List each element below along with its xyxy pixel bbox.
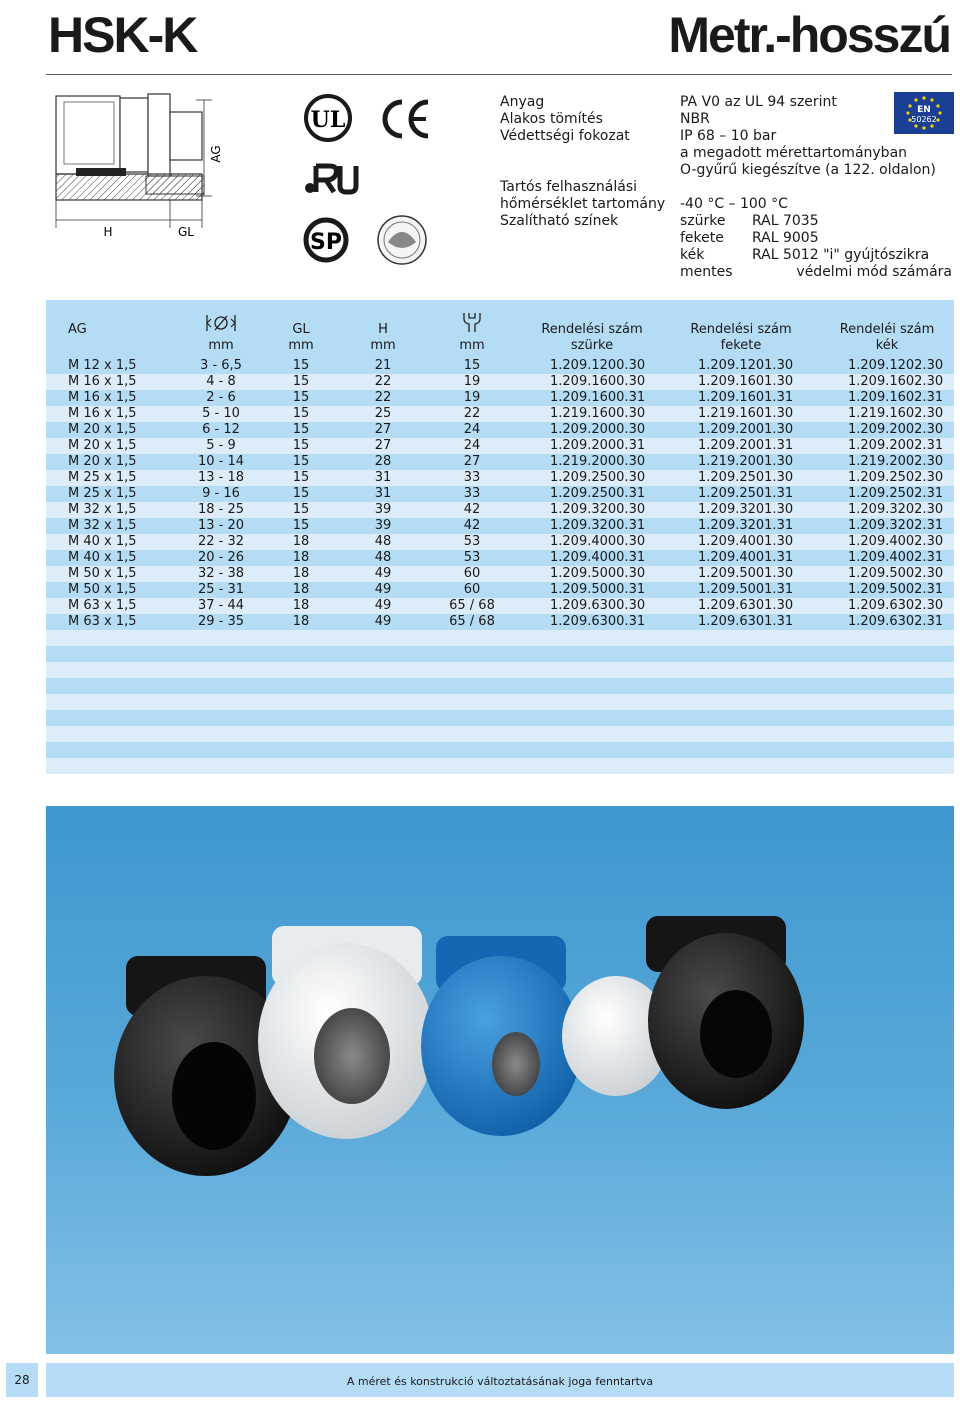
cell-order-black: 1.209.1601.31	[698, 390, 794, 405]
cell-thread: M 50 x 1,5	[68, 566, 137, 581]
cell-order-blue: 1.219.1602.30	[848, 406, 944, 421]
cell-gl: 18	[292, 534, 310, 549]
page-title: HSK-K	[48, 7, 197, 63]
cell-clamping-range: 10 - 14	[197, 454, 245, 469]
cell-clamping-range: 3 - 6,5	[200, 358, 242, 373]
cell-order-blue: 1.209.1202.30	[848, 358, 944, 373]
cell-order-blue: 1.209.2002.31	[848, 438, 944, 453]
cell-order-grey: 1.209.2500.30	[550, 470, 646, 485]
cell-order-grey: 1.209.3200.31	[550, 518, 646, 533]
cell-clamping-range: 4 - 8	[206, 374, 236, 389]
spec-value-seal: NBR	[680, 111, 710, 127]
page-subtitle: Metr.-hosszú	[668, 7, 950, 63]
cell-order-grey: 1.209.2500.31	[550, 486, 646, 501]
spec-label-protection: Védettségi fokozat	[500, 128, 630, 144]
cell-order-black: 1.209.4001.31	[698, 550, 794, 565]
cell-order-blue: 1.209.5002.30	[848, 566, 944, 581]
footer-disclaimer: A méret és konstrukció változtatásának joga fenntartva	[46, 1363, 954, 1397]
product-photo	[46, 806, 954, 1354]
cell-order-grey: 1.209.5000.30	[550, 566, 646, 581]
cell-order-grey: 1.209.1600.30	[550, 374, 646, 389]
spec-value-color-black	[680, 230, 819, 247]
cell-clamping-range: 13 - 18	[197, 470, 245, 485]
cell-h: 49	[374, 614, 392, 629]
cell-thread: M 40 x 1,5	[68, 534, 137, 549]
cell-order-blue: 1.209.1602.31	[848, 390, 944, 405]
cell-h: 48	[374, 534, 392, 549]
cell-gl: 15	[292, 422, 310, 437]
cell-thread: M 50 x 1,5	[68, 582, 137, 597]
cell-wrench-size: 53	[463, 550, 481, 565]
cell-order-black: 1.209.2501.31	[698, 486, 794, 501]
cell-order-blue: 1.209.3202.31	[848, 518, 944, 533]
cell-clamping-range: 29 - 35	[197, 614, 245, 629]
cell-thread: M 63 x 1,5	[68, 614, 137, 629]
ru-recognized-mark	[305, 166, 356, 193]
cell-h: 22	[374, 374, 392, 389]
color-ral-blue: RAL 5012 "i" gyújtószikra mentes	[680, 247, 930, 280]
clamping-range-icon	[204, 314, 238, 332]
cell-h: 31	[374, 470, 392, 485]
table-row	[46, 550, 954, 566]
cell-order-grey: 1.209.6300.31	[550, 614, 646, 629]
cell-thread: M 63 x 1,5	[68, 598, 137, 613]
certification-logos	[302, 92, 452, 270]
cable-glands-image	[46, 806, 954, 1354]
cell-h: 31	[374, 486, 392, 501]
cell-gl: 15	[292, 438, 310, 453]
cell-clamping-range: 2 - 6	[206, 390, 236, 405]
cell-h: 39	[374, 518, 392, 533]
cell-clamping-range: 32 - 38	[197, 566, 245, 581]
cell-wrench-size: 65 / 68	[449, 598, 495, 613]
cell-wrench-size: 19	[463, 374, 481, 389]
cell-order-grey: 1.209.1600.31	[550, 390, 646, 405]
page-number: 28	[6, 1363, 38, 1397]
cell-gl: 15	[292, 486, 310, 501]
cable-gland-drawing	[46, 88, 242, 246]
cell-wrench-size: 15	[463, 358, 481, 373]
spec-value-color-blue-note: védelmi mód számára	[796, 264, 952, 280]
cell-gl: 15	[292, 358, 310, 373]
cell-wrench-size: 60	[463, 566, 481, 581]
csa-logo	[306, 220, 346, 260]
header-order-grey-sub: szürke	[570, 338, 614, 353]
cell-order-grey: 1.209.5000.31	[550, 582, 646, 597]
cell-h: 27	[374, 438, 392, 453]
cell-thread: M 16 x 1,5	[68, 390, 137, 405]
spec-label-colors: Szalítható színek	[500, 213, 619, 229]
spec-label-seal: Alakos tömítés	[500, 111, 603, 127]
cell-order-blue: 1.209.4002.30	[848, 534, 944, 549]
table-row	[46, 422, 954, 438]
cell-clamping-range: 13 - 20	[197, 518, 245, 533]
cell-order-blue: 1.209.1602.30	[848, 374, 944, 389]
cell-order-grey: 1.209.1200.30	[550, 358, 646, 373]
ul-logo	[306, 96, 350, 140]
color-name-grey: szürke	[680, 213, 726, 229]
cell-wrench-size: 33	[463, 486, 481, 501]
cell-order-black: 1.209.2001.30	[698, 422, 794, 437]
large-black-gland-right	[646, 916, 804, 1109]
color-ral-grey: RAL 7035	[752, 213, 819, 229]
cell-order-black: 1.209.5001.30	[698, 566, 794, 581]
cell-h: 48	[374, 550, 392, 565]
cell-gl: 18	[292, 550, 310, 565]
cell-thread: M 25 x 1,5	[68, 486, 137, 501]
spec-value-temperature: -40 °C – 100 °C	[680, 196, 788, 212]
ul-logo-text: UL	[310, 107, 346, 133]
table-row	[46, 614, 954, 630]
spec-value-oring-note: O-gyűrű kiegészítve (a 122. oldalon)	[680, 162, 936, 178]
cell-order-black: 1.209.1201.30	[698, 358, 794, 373]
cell-clamping-range: 5 - 10	[202, 406, 240, 421]
header-order-grey: Rendelési szám	[541, 322, 643, 337]
cell-order-blue: 1.209.5002.31	[848, 582, 944, 597]
table-row	[46, 582, 954, 598]
header-h-unit: mm	[370, 338, 396, 353]
cell-order-grey: 1.209.4000.30	[550, 534, 646, 549]
cell-thread: M 32 x 1,5	[68, 502, 137, 517]
cell-wrench-size: 19	[463, 390, 481, 405]
color-name-black: fekete	[680, 230, 724, 246]
spec-value-material: PA V0 az UL 94 szerint	[680, 94, 837, 110]
header-order-black-sub: fekete	[720, 338, 762, 353]
cell-thread: M 16 x 1,5	[68, 406, 137, 421]
table-row	[46, 438, 954, 454]
cell-thread: M 32 x 1,5	[68, 518, 137, 533]
cell-h: 22	[374, 390, 392, 405]
cell-h: 25	[374, 406, 392, 421]
cell-gl: 15	[292, 470, 310, 485]
drawing-label-ag: AG	[209, 145, 223, 163]
ce-mark	[385, 102, 428, 136]
cell-order-black: 1.209.3201.30	[698, 502, 794, 517]
drawing-label-h: H	[103, 225, 113, 239]
table-row	[46, 454, 954, 470]
cell-clamping-range: 25 - 31	[197, 582, 245, 597]
cell-thread: M 25 x 1,5	[68, 470, 137, 485]
cell-order-blue: 1.209.2502.31	[848, 486, 944, 501]
cell-wrench-size: 24	[463, 438, 481, 453]
cell-gl: 18	[292, 614, 310, 629]
spec-value-protection-note: a megadott mérettartományban	[680, 145, 908, 161]
cell-order-grey: 1.209.4000.31	[550, 550, 646, 565]
table-row	[46, 518, 954, 534]
cell-clamping-range: 37 - 44	[197, 598, 245, 613]
cell-gl: 15	[292, 518, 310, 533]
color-ral-black: RAL 9005	[752, 230, 819, 246]
cell-clamping-range: 9 - 16	[202, 486, 240, 501]
eu-logo-line1: EN	[917, 105, 931, 115]
cell-thread: M 20 x 1,5	[68, 438, 137, 453]
spec-label-material: Anyag	[500, 94, 545, 110]
header-gl: GL	[292, 322, 310, 337]
cell-wrench-size: 42	[463, 502, 481, 517]
cell-clamping-range: 5 - 9	[206, 438, 236, 453]
large-blue-gland	[421, 936, 670, 1136]
cell-h: 21	[374, 358, 392, 373]
large-white-gland	[258, 926, 434, 1139]
wrench-size-icon	[460, 310, 484, 334]
table-empty-rows	[46, 630, 954, 774]
cell-h: 49	[374, 598, 392, 613]
cell-order-blue: 1.209.2002.30	[848, 422, 944, 437]
cell-wrench-size: 24	[463, 422, 481, 437]
header-order-black: Rendelési szám	[690, 322, 792, 337]
cell-wrench-size: 33	[463, 470, 481, 485]
cell-gl: 15	[292, 502, 310, 517]
cell-thread: M 16 x 1,5	[68, 374, 137, 389]
spec-label-temperature-2: hőmérséklet tartomány	[500, 196, 666, 212]
cell-clamping-range: 22 - 32	[197, 534, 245, 549]
cell-thread: M 40 x 1,5	[68, 550, 137, 565]
cell-gl: 18	[292, 598, 310, 613]
eu-logo-line2: 50262	[911, 115, 937, 124]
drawing-label-gl: GL	[178, 225, 194, 239]
cell-wrench-size: 22	[463, 406, 481, 421]
header-order-blue-sub: kék	[875, 338, 899, 353]
header-range-unit: mm	[208, 338, 234, 353]
cell-thread: M 20 x 1,5	[68, 422, 137, 437]
cell-order-grey: 1.209.2000.30	[550, 422, 646, 437]
table-row	[46, 598, 954, 614]
cell-h: 49	[374, 582, 392, 597]
title-divider	[46, 74, 952, 75]
cell-order-black: 1.209.6301.30	[698, 598, 794, 613]
header-sw-unit: mm	[459, 338, 485, 353]
cell-gl: 15	[292, 390, 310, 405]
table-row	[46, 566, 954, 582]
table-row	[46, 390, 954, 406]
cell-order-black: 1.209.4001.30	[698, 534, 794, 549]
cell-thread: M 20 x 1,5	[68, 454, 137, 469]
csa-logo-text: SP	[310, 230, 342, 255]
cell-wrench-size: 27	[463, 454, 481, 469]
cell-wrench-size: 65 / 68	[449, 614, 495, 629]
cell-order-blue: 1.219.2002.30	[848, 454, 944, 469]
cell-gl: 18	[292, 566, 310, 581]
cell-h: 27	[374, 422, 392, 437]
table-row	[46, 358, 954, 374]
cell-order-blue: 1.209.6302.31	[848, 614, 944, 629]
product-table	[46, 300, 954, 774]
cell-order-black: 1.219.2001.30	[698, 454, 794, 469]
cell-wrench-size: 42	[463, 518, 481, 533]
cell-order-black: 1.209.2001.31	[698, 438, 794, 453]
eu-en-logo	[894, 92, 954, 134]
cell-gl: 18	[292, 582, 310, 597]
cell-order-blue: 1.209.4002.31	[848, 550, 944, 565]
cell-order-black: 1.219.1601.30	[698, 406, 794, 421]
table-row	[46, 406, 954, 422]
cell-order-blue: 1.209.6302.30	[848, 598, 944, 613]
header-ag: AG	[68, 322, 87, 337]
cell-clamping-range: 6 - 12	[202, 422, 240, 437]
cell-wrench-size: 60	[463, 582, 481, 597]
cell-order-blue: 1.209.3202.30	[848, 502, 944, 517]
cell-order-grey: 1.209.3200.30	[550, 502, 646, 517]
eu-stars-icon	[894, 92, 954, 134]
cell-order-black: 1.209.2501.30	[698, 470, 794, 485]
cell-h: 39	[374, 502, 392, 517]
cell-order-grey: 1.219.1600.30	[550, 406, 646, 421]
table-body	[46, 358, 954, 630]
cell-order-grey: 1.209.6300.30	[550, 598, 646, 613]
table-row	[46, 486, 954, 502]
table-row	[46, 534, 954, 550]
cell-h: 49	[374, 566, 392, 581]
spec-value-color-grey	[680, 213, 819, 230]
spec-value-protection: IP 68 – 10 bar	[680, 128, 777, 144]
spec-label-temperature-1: Tartós felhasználási	[500, 179, 637, 195]
cell-order-grey: 1.209.2000.31	[550, 438, 646, 453]
table-row	[46, 470, 954, 486]
cell-clamping-range: 18 - 25	[197, 502, 245, 517]
cell-order-black: 1.209.1601.30	[698, 374, 794, 389]
color-name-blue: kék	[680, 247, 705, 263]
cell-order-black: 1.209.5001.31	[698, 582, 794, 597]
cell-order-grey: 1.219.2000.30	[550, 454, 646, 469]
cell-gl: 15	[292, 454, 310, 469]
cell-thread: M 12 x 1,5	[68, 358, 137, 373]
cell-gl: 15	[292, 406, 310, 421]
approval-seal-icon	[378, 216, 426, 264]
header-gl-unit: mm	[288, 338, 314, 353]
header-order-blue: Rendeléi szám	[839, 322, 935, 337]
cell-wrench-size: 53	[463, 534, 481, 549]
cell-order-black: 1.209.6301.31	[698, 614, 794, 629]
cell-h: 28	[374, 454, 392, 469]
header-h: H	[378, 322, 388, 337]
cell-order-blue: 1.209.2502.30	[848, 470, 944, 485]
table-header	[46, 300, 954, 358]
cell-gl: 15	[292, 374, 310, 389]
cell-order-black: 1.209.3201.31	[698, 518, 794, 533]
cell-clamping-range: 20 - 26	[197, 550, 245, 565]
table-row	[46, 374, 954, 390]
table-row	[46, 502, 954, 518]
